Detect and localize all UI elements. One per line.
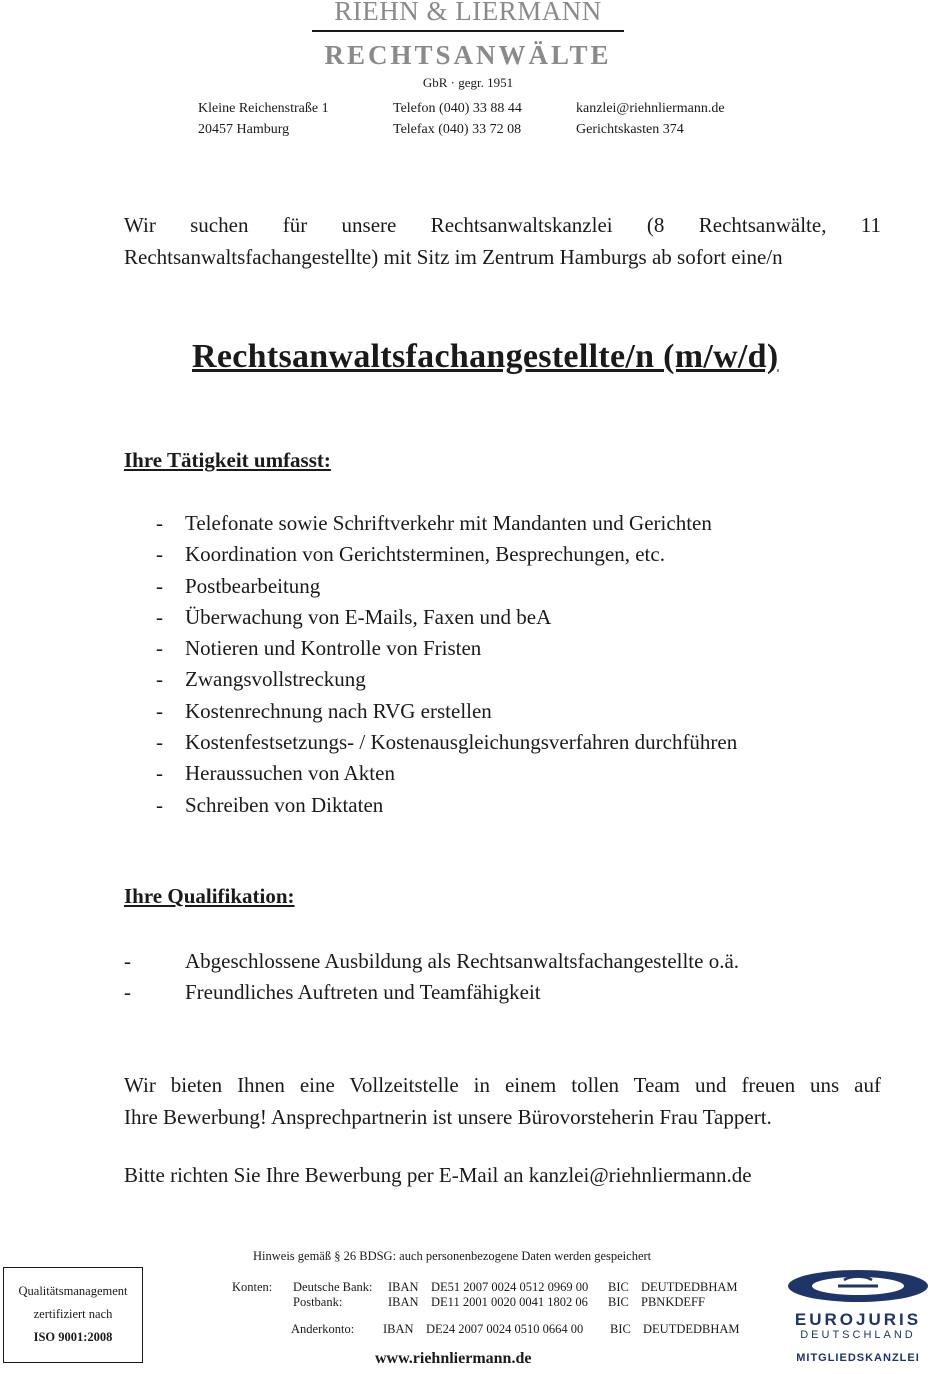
escrow-label: Anderkonto:	[291, 1322, 355, 1336]
list-item: - Zwangsvollstreckung	[156, 667, 366, 692]
tasks-list	[156, 508, 738, 821]
application-instruction: Bitte richten Sie Ihre Bewerbung per E-Mail an kanzlei@riehnliermann.de	[124, 1163, 752, 1187]
quality-line-3: ISO 9001:2008	[33, 1330, 113, 1344]
bic-value: DEUTDEDBHAM	[643, 1322, 740, 1336]
quality-line-1: Qualitätsmanagement	[18, 1284, 128, 1298]
bic-value: DEUTDEDBHAM	[641, 1280, 738, 1294]
bic-label: BIC	[608, 1280, 629, 1294]
list-item: - Kostenfestsetzungs- / Kostenausgleichungsverfahren durchführen	[156, 730, 738, 755]
contact-email-block	[576, 98, 725, 140]
eurojuris-name: EUROJURIS	[794, 1310, 922, 1329]
tasks-heading: Ihre Tätigkeit umfasst:	[124, 448, 331, 472]
job-title: Rechtsanwaltsfachangestellte/n (m/w/d)	[192, 338, 779, 375]
address-court-box: Gerichtskasten 374	[576, 122, 684, 137]
iban-label: IBAN	[388, 1280, 419, 1294]
address-city: 20457 Hamburg	[198, 122, 290, 137]
list-item: - Abgeschlossene Ausbildung als Rechtsanwaltsfachangestellte o.ä.	[124, 949, 740, 973]
offer-paragraph	[124, 1069, 881, 1133]
qualification-heading: Ihre Qualifikation:	[124, 884, 295, 908]
list-item: - Notieren und Kontrolle von Fristen	[156, 636, 482, 661]
website-link[interactable]: www.riehnliermann.de	[375, 1350, 532, 1367]
iban-value: DE24 2007 0024 0510 0664 00	[426, 1322, 584, 1336]
letterhead-divider	[312, 30, 624, 32]
quality-line-2: zertifiziert nach	[33, 1307, 113, 1321]
firm-name: RIEHN & LIERMANN	[334, 0, 602, 26]
firm-type: RECHTSANWÄLTE	[324, 40, 612, 70]
iban-value: DE11 2001 0020 0041 1802 06	[431, 1295, 588, 1309]
address-phone: Telefon (040) 33 88 44	[393, 101, 522, 116]
accounts-label: Konten:	[232, 1280, 273, 1294]
bic-label: BIC	[610, 1322, 631, 1336]
list-item: - Überwachung von E-Mails, Faxen und beA	[156, 604, 552, 629]
offer-line-2: Ihre Bewerbung! Ansprechpartnerin ist unsere Bürovorsteherin Frau Tappert.	[124, 1105, 772, 1129]
bank-name: Deutsche Bank:	[293, 1280, 373, 1294]
data-protection-notice: Hinweis gemäß § 26 BDSG: auch personenbezogene Daten werden gespeichert	[253, 1249, 652, 1263]
bic-label: BIC	[608, 1295, 629, 1309]
firm-info: GbR · gegr. 1951	[422, 75, 514, 90]
address-street: Kleine Reichenstraße 1	[198, 101, 329, 116]
intro-paragraph	[124, 209, 881, 273]
qualification-list	[124, 946, 740, 1009]
contact-phone-block	[393, 98, 522, 140]
iban-label: IBAN	[383, 1322, 414, 1336]
list-item: - Heraussuchen von Akten	[156, 761, 395, 786]
eurojuris-membership: MITGLIEDSKANZLEI	[796, 1352, 920, 1364]
list-item: - Kostenrechnung nach RVG erstellen	[156, 698, 492, 723]
list-item: - Koordination von Gerichtsterminen, Besprechungen, etc.	[156, 542, 665, 567]
list-item: - Schreiben von Diktaten	[156, 792, 384, 817]
iban-value: DE51 2007 0024 0512 0969 00	[431, 1280, 589, 1294]
intro-line-2: Rechtsanwaltsfachangestellte) mit Sitz im Zentrum Hamburgs ab sofort eine/n	[124, 245, 783, 269]
list-item: - Postbearbeitung	[156, 573, 321, 598]
intro-line-1: Wir suchen für unsere Rechtsanwaltskanzlei (8 Rechtsanwälte, 11	[124, 213, 881, 237]
address-block	[198, 98, 329, 140]
bank-name: Postbank:	[293, 1295, 343, 1309]
list-item: - Telefonate sowie Schriftverkehr mit Mandanten und Gerichten	[156, 511, 712, 535]
eurojuris-logo	[786, 1268, 930, 1372]
quality-certificate-box	[3, 1267, 143, 1363]
eurojuris-country: DEUTSCHLAND	[800, 1329, 916, 1341]
eurojuris-emblem-icon	[786, 1268, 930, 1304]
list-item: - Freundliches Auftreten und Teamfähigkeit	[124, 980, 541, 1005]
offer-line-1: Wir bieten Ihnen eine Vollzeitstelle in einem tollen Team und freuen uns auf	[124, 1073, 881, 1097]
bic-value: PBNKDEFF	[641, 1295, 705, 1309]
iban-label: IBAN	[388, 1295, 419, 1309]
address-fax: Telefax (040) 33 72 08	[393, 122, 522, 137]
address-email[interactable]: kanzlei@riehnliermann.de	[576, 101, 725, 116]
